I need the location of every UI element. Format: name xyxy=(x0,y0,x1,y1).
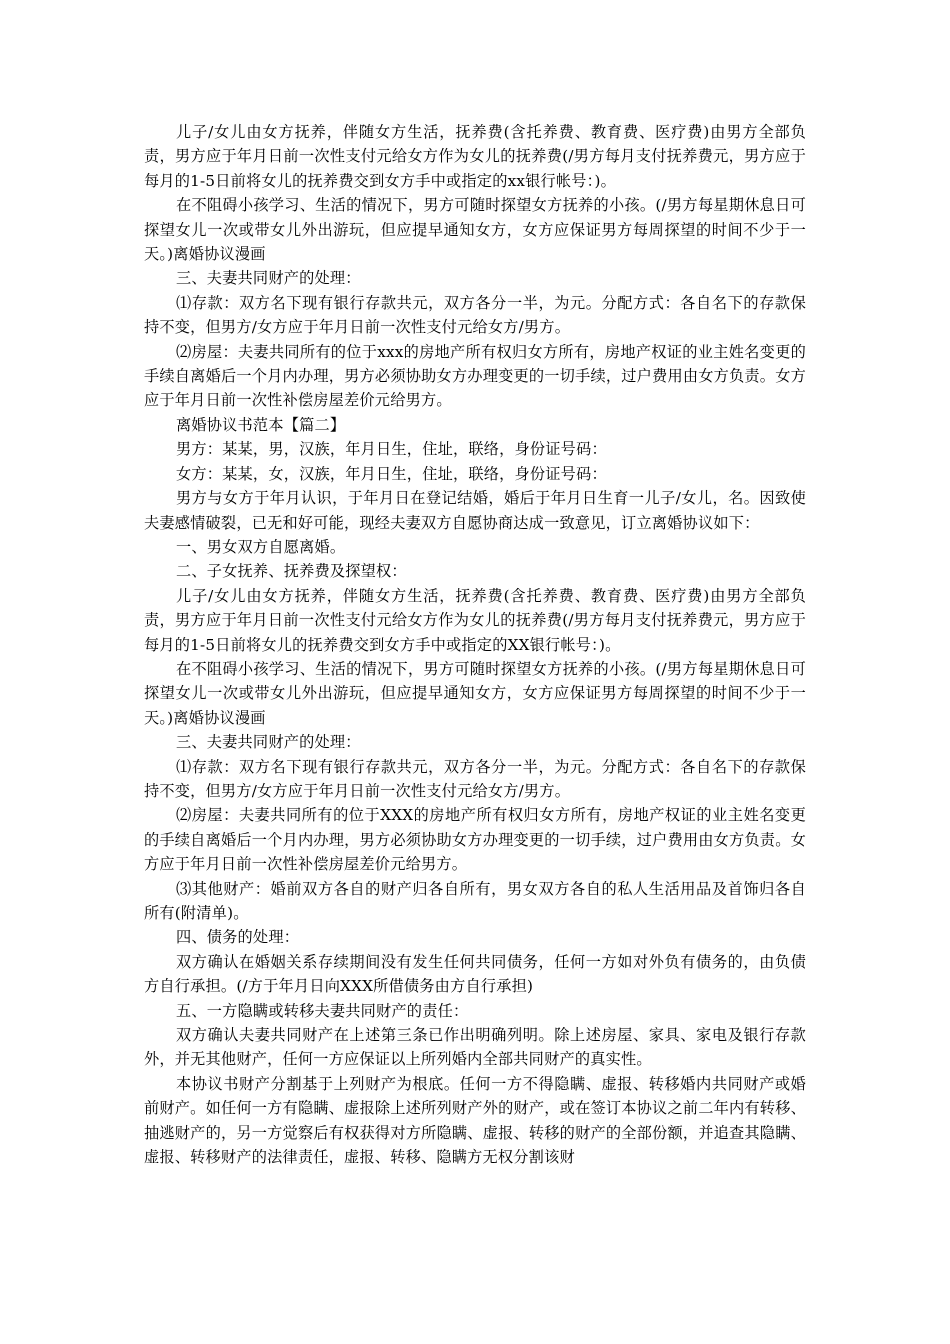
section-heading: 五、一方隐瞒或转移夫妻共同财产的责任： xyxy=(176,1001,469,1020)
party-info-female: 女方：某某，女，汉族，年月日生，住址，联络，身份证号码： xyxy=(176,464,607,483)
section-heading: 一、男女双方自愿离婚。 xyxy=(176,537,346,556)
document-page xyxy=(144,120,806,1169)
section-heading: 三、夫妻共同财产的处理： xyxy=(176,733,361,752)
section-heading: 四、债务的处理： xyxy=(176,928,300,947)
paragraph: 儿子/女儿由女方抚养，伴随女方生活，抚养费(含托养费、教育费、医疗费)由男方全部负责，男方应于年月日前一次性支付元给女方作为女儿的抚养费(/男方每月支付抚养费元，男方应于每月的1-5日前将女儿的抚养费交到女方手中或指定的xx银行帐号：)。 xyxy=(144,123,806,190)
paragraph: 在不阻碍小孩学习、生活的情况下，男方可随时探望女方抚养的小孩。(/男方每星期休息日可探望女儿一次或带女儿外出游玩，但应提早通知女方，女方应保证男方每周探望的时间不少于一天。)离婚协议漫画 xyxy=(144,196,806,264)
paragraph: 儿子/女儿由女方抚养，伴随女方生活，抚养费(含托养费、教育费、医疗费)由男方全部负责，男方应于年月日前一次性支付元给女方作为女儿的抚养费(/男方每月支付抚养费元，男方应于每月的1-5日前将女儿的抚养费交到女方手中或指定的XX银行帐号：)。 xyxy=(144,586,806,654)
paragraph: 男方与女方于年月认识，于年月日在登记结婚，婚后于年月日生育一儿子/女儿，名。因致使夫妻感情破裂，已无和好可能，现经夫妻双方自愿协商达成一致意见，订立离婚协议如下： xyxy=(144,489,806,532)
paragraph: ⑵房屋：夫妻共同所有的位于xxx的房地产所有权归女方所有，房地产权证的业主姓名变更的手续自离婚后一个月内办理，男方必须协助女方办理变更的一切手续，过户费用由女方负责。女方应于年月日前一次性补偿房屋差价元给男方。 xyxy=(144,342,806,410)
party-info-male: 男方：某某，男，汉族，年月日生，住址，联络，身份证号码： xyxy=(176,440,607,459)
section-heading: 三、夫妻共同财产的处理： xyxy=(176,269,361,288)
paragraph: ⑴存款：双方名下现有银行存款共元，双方各分一半，为元。分配方式：各自名下的存款保持不变，但男方/女方应于年月日前一次性支付元给女方/男方。 xyxy=(144,293,806,337)
paragraph: 在不阻碍小孩学习、生活的情况下，男方可随时探望女方抚养的小孩。(/男方每星期休息日可探望女儿一次或带女儿外出游玩，但应提早通知女方，女方应保证男方每周探望的时间不少于一天。)离婚协议漫画 xyxy=(144,659,806,727)
section-heading: 二、子女抚养、抚养费及探望权： xyxy=(176,562,407,581)
paragraph: ⑶其他财产：婚前双方各自的财产归各自所有，男女双方各自的私人生活用品及首饰归各自所有(附清单)。 xyxy=(144,879,806,922)
paragraph: 双方确认夫妻共同财产在上述第三条已作出明确列明。除上述房屋、家具、家电及银行存款外，并无其他财产，任何一方应保证以上所列婚内全部共同财产的真实性。 xyxy=(144,1026,806,1069)
paragraph: ⑴存款：双方名下现有银行存款共元，双方各分一半，为元。分配方式：各自名下的存款保持不变，但男方/女方应于年月日前一次性支付元给女方/男方。 xyxy=(144,757,806,800)
paragraph: ⑵房屋：夫妻共同所有的位于XXX的房地产所有权归女方所有，房地产权证的业主姓名变更的手续自离婚后一个月内办理，男方必须协助女方办理变更的一切手续，过户费用由女方负责。女方应于年月日前一次性补偿房屋差价元给男方。 xyxy=(144,806,806,874)
paragraph: 本协议书财产分割基于上列财产为根底。任何一方不得隐瞒、虚报、转移婚内共同财产或婚前财产。如任何一方有隐瞒、虚报除上述所列财产外的财产，或在签订本协议之前二年内有转移、抽逃财产的，另一方觉察后有权获得对方所隐瞒、虚报、转移的财产的全部份额，并追查其隐瞒、虚报、转移财产的法律责任，虚报、转移、隐瞒方无权分割该财 xyxy=(144,1074,806,1167)
paragraph: 双方确认在婚姻关系存续期间没有发生任何共同债务，任何一方如对外负有债务的，由负债方自行承担。(/方于年月日向XXX所借债务由方自行承担) xyxy=(144,952,806,996)
part-title: 离婚协议书范本【篇二】 xyxy=(176,415,346,434)
